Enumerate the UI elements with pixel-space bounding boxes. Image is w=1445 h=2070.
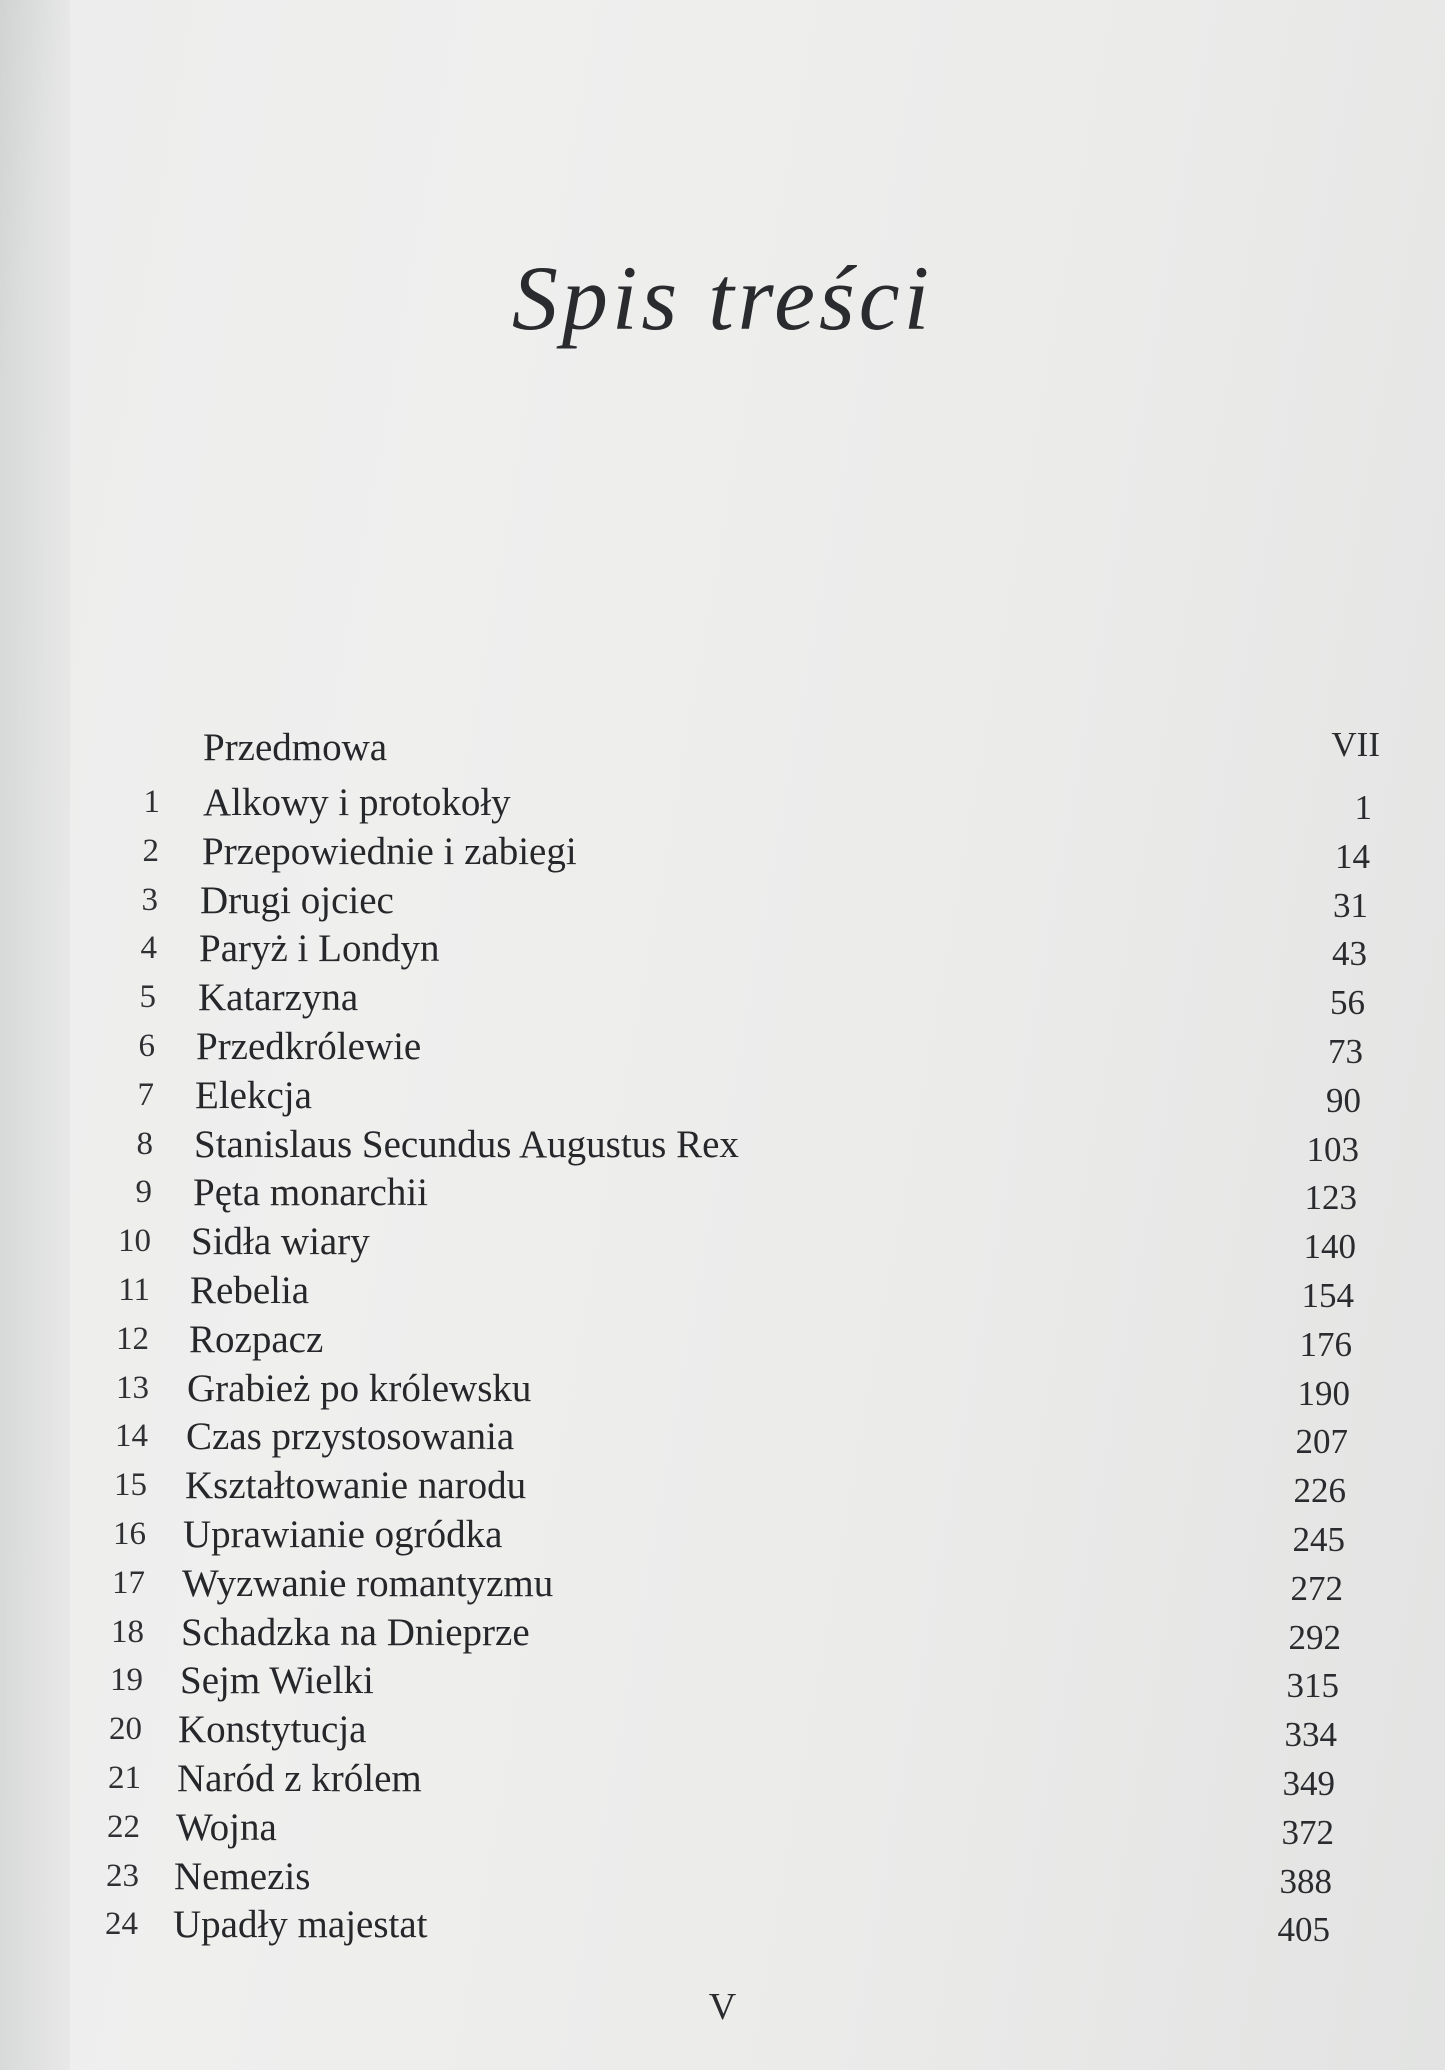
toc-page-number: 43: [1332, 934, 1367, 973]
toc-chapter-title: Rebelia: [190, 1269, 310, 1312]
toc-row: [0, 1756, 1445, 1806]
toc-chapter-number: 2: [142, 833, 159, 869]
toc-page-number: 73: [1328, 1032, 1363, 1071]
toc-chapter-number: 8: [136, 1126, 153, 1162]
toc-row: [0, 975, 1445, 1025]
toc-chapter-number: 13: [116, 1370, 149, 1406]
toc-row: [0, 1854, 1445, 1904]
toc-row: [0, 1707, 1445, 1757]
toc-page-number: 14: [1335, 837, 1370, 876]
toc-chapter-number: 21: [108, 1760, 141, 1796]
toc-chapter-title: Alkowy i protokoły: [203, 781, 511, 824]
toc-chapter-number: 6: [138, 1028, 155, 1064]
toc-chapter-number: 15: [114, 1467, 147, 1503]
toc-page-number: 140: [1303, 1227, 1356, 1266]
toc-chapter-number: 7: [137, 1077, 154, 1113]
toc-page-number: 388: [1279, 1862, 1332, 1901]
toc-page-number: 405: [1277, 1910, 1330, 1949]
toc-chapter-title: Czas przystosowania: [186, 1415, 515, 1458]
toc-page-number: 90: [1326, 1081, 1361, 1120]
toc-page-number: 292: [1288, 1618, 1341, 1657]
toc-chapter-number: 19: [110, 1662, 143, 1698]
toc-chapter-title: Wyzwanie romantyzmu: [182, 1562, 554, 1605]
toc-row: [0, 1073, 1445, 1123]
toc-row: [0, 1463, 1445, 1513]
toc-chapter-title: Nemezis: [174, 1855, 311, 1898]
toc-row: [0, 1268, 1445, 1318]
toc-chapter-title: Pęta monarchii: [193, 1171, 429, 1214]
toc-chapter-title: Uprawianie ogródka: [183, 1513, 503, 1556]
toc-row: [0, 926, 1445, 976]
toc-row: [0, 780, 1445, 830]
toc-chapter-title: Sidła wiary: [191, 1220, 370, 1263]
toc-row: [0, 1561, 1445, 1611]
toc-row: [0, 1414, 1445, 1464]
toc-page-number: 334: [1284, 1715, 1337, 1754]
toc-page-number: 349: [1282, 1764, 1335, 1803]
toc-row: [0, 1610, 1445, 1660]
toc-row: [0, 1512, 1445, 1562]
toc-row: [0, 1170, 1445, 1220]
toc-row: [0, 829, 1445, 879]
toc-chapter-title: Konstytucja: [178, 1708, 367, 1751]
toc-page-number: 103: [1306, 1130, 1359, 1169]
toc-page-number: 123: [1304, 1178, 1357, 1217]
toc-chapter-number: 16: [113, 1516, 146, 1552]
toc-chapter-number: 23: [106, 1858, 139, 1894]
toc-chapter-title: Sejm Wielki: [180, 1659, 374, 1702]
toc-row: [0, 1024, 1445, 1074]
toc-chapter-number: 17: [112, 1565, 145, 1601]
toc-chapter-title: Kształtowanie narodu: [185, 1464, 527, 1507]
toc-page-number: 315: [1286, 1666, 1339, 1705]
toc-page-number: 31: [1333, 886, 1368, 925]
toc-chapter-number: 1: [143, 784, 160, 820]
toc-chapter-title: Przedkrólewie: [196, 1025, 422, 1068]
toc-chapter-title: Elekcja: [195, 1074, 312, 1117]
toc-chapter-title: Schadzka na Dnieprze: [181, 1611, 530, 1654]
toc-row: [0, 1658, 1445, 1708]
toc-row: [0, 1317, 1445, 1367]
toc-row: [0, 878, 1445, 928]
toc-chapter-number: 11: [118, 1272, 150, 1308]
toc-chapter-title: Grabież po królewsku: [187, 1367, 532, 1410]
toc-chapter-number: 22: [107, 1809, 140, 1845]
toc-page-number: 272: [1290, 1569, 1343, 1608]
toc-page-number: 56: [1330, 983, 1365, 1022]
toc-preface-page: VII: [1331, 725, 1380, 764]
toc-row: [0, 1902, 1445, 1952]
toc-page-number: 1: [1354, 788, 1372, 827]
toc-page-number: 176: [1299, 1325, 1352, 1364]
toc-chapter-title: Stanislaus Secundus Augustus Rex: [194, 1123, 739, 1166]
toc-chapter-number: 5: [139, 979, 156, 1015]
toc-chapter-title: Przepowiednie i zabiegi: [202, 830, 577, 873]
toc-chapter-title: Wojna: [176, 1806, 277, 1849]
page-number: V: [708, 1986, 737, 2028]
toc-chapter-number: 14: [115, 1418, 148, 1454]
toc-row: [0, 1122, 1445, 1172]
toc-chapter-title: Paryż i Londyn: [199, 927, 440, 970]
toc-chapter-number: 12: [116, 1321, 149, 1357]
toc-page-number: 207: [1295, 1422, 1348, 1461]
toc-page-number: 226: [1293, 1471, 1346, 1510]
toc-chapter-number: 9: [135, 1174, 152, 1210]
toc-row: [0, 1805, 1445, 1855]
toc-chapter-title: Naród z królem: [177, 1757, 422, 1800]
toc-chapter-title: Rozpacz: [189, 1318, 324, 1361]
toc-preface-label: Przedmowa: [203, 726, 388, 769]
toc-page-number: 190: [1297, 1374, 1350, 1413]
toc-row: [0, 1366, 1445, 1416]
toc-chapter-number: 10: [118, 1223, 151, 1259]
toc-page-number: 245: [1292, 1520, 1345, 1559]
toc-page-number: 154: [1301, 1276, 1354, 1315]
toc-chapter-title: Upadły majestat: [173, 1903, 428, 1946]
toc-row: [0, 1219, 1445, 1269]
toc-page-number: 372: [1281, 1813, 1334, 1852]
toc-preface-row: [0, 725, 1445, 775]
toc-chapter-number: 18: [111, 1614, 144, 1650]
toc-chapter-number: 3: [141, 882, 158, 918]
toc-chapter-number: 20: [109, 1711, 142, 1747]
page-title: Spis treści: [511, 247, 934, 349]
toc-chapter-title: Drugi ojciec: [200, 879, 394, 922]
toc-chapter-title: Katarzyna: [198, 976, 359, 1019]
toc-chapter-number: 24: [105, 1906, 138, 1942]
toc-chapter-number: 4: [140, 930, 157, 966]
